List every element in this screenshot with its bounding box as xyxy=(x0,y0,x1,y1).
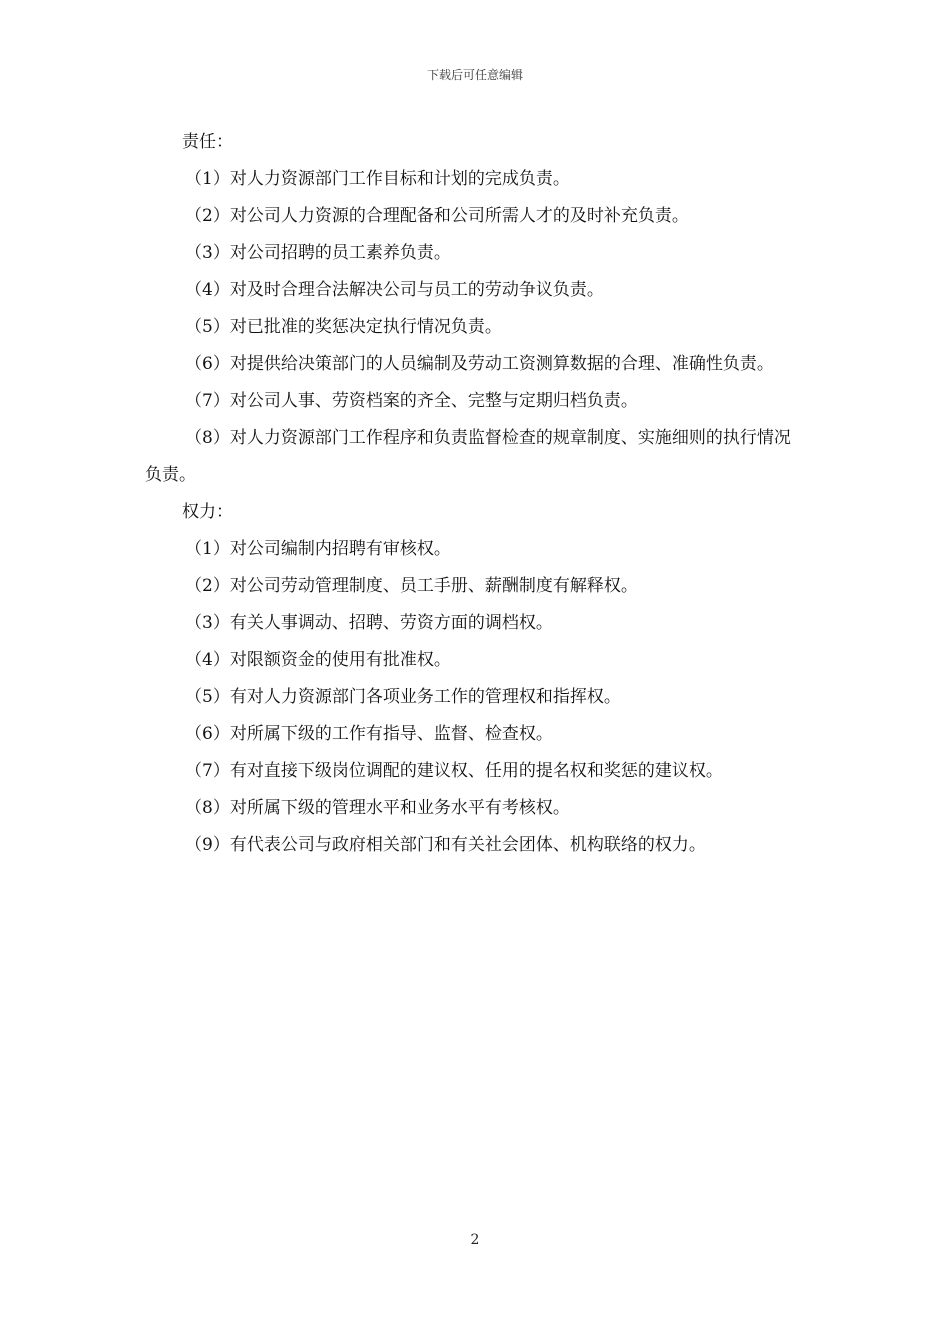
authority-item-6: （6）对所属下级的工作有指导、监督、检查权。 xyxy=(185,724,553,744)
authority-item-8: （8）对所属下级的管理水平和业务水平有考核权。 xyxy=(185,798,570,818)
responsibility-heading: 责任： xyxy=(182,132,233,152)
page-number: 2 xyxy=(470,1232,480,1248)
responsibility-item-1: （1）对人力资源部门工作目标和计划的完成负责。 xyxy=(185,169,570,189)
authority-item-7: （7）有对直接下级岗位调配的建议权、任用的提名权和奖惩的建议权。 xyxy=(185,761,723,781)
responsibility-item-6: （6）对提供给决策部门的人员编制及劳动工资测算数据的合理、准确性负责。 xyxy=(185,354,774,374)
authority-item-3: （3）有关人事调动、招聘、劳资方面的调档权。 xyxy=(185,613,553,633)
responsibility-item-7: （7）对公司人事、劳资档案的齐全、完整与定期归档负责。 xyxy=(185,391,638,411)
authority-item-4: （4）对限额资金的使用有批准权。 xyxy=(185,650,451,670)
responsibility-item-4: （4）对及时合理合法解决公司与员工的劳动争议负责。 xyxy=(185,280,604,300)
authority-item-5: （5）有对人力资源部门各项业务工作的管理权和指挥权。 xyxy=(185,687,621,707)
page-header: 下载后可任意编辑 xyxy=(426,68,523,82)
responsibility-item-5: （5）对已批准的奖惩决定执行情况负责。 xyxy=(185,317,502,337)
responsibility-item-3: （3）对公司招聘的员工素养负责。 xyxy=(185,243,451,263)
document-body xyxy=(145,124,807,864)
authority-item-1: （1）对公司编制内招聘有审核权。 xyxy=(185,539,451,559)
authority-item-2: （2）对公司劳动管理制度、员工手册、薪酬制度有解释权。 xyxy=(185,576,638,596)
authority-item-9: （9）有代表公司与政府相关部门和有关社会团体、机构联络的权力。 xyxy=(185,835,706,855)
responsibility-item-8: （8）对人力资源部门工作程序和负责监督检查的规章制度、实施细则的执行情况负责。 xyxy=(145,428,791,485)
authority-heading: 权力： xyxy=(182,502,233,522)
responsibility-item-2: （2）对公司人力资源的合理配备和公司所需人才的及时补充负责。 xyxy=(185,206,689,226)
